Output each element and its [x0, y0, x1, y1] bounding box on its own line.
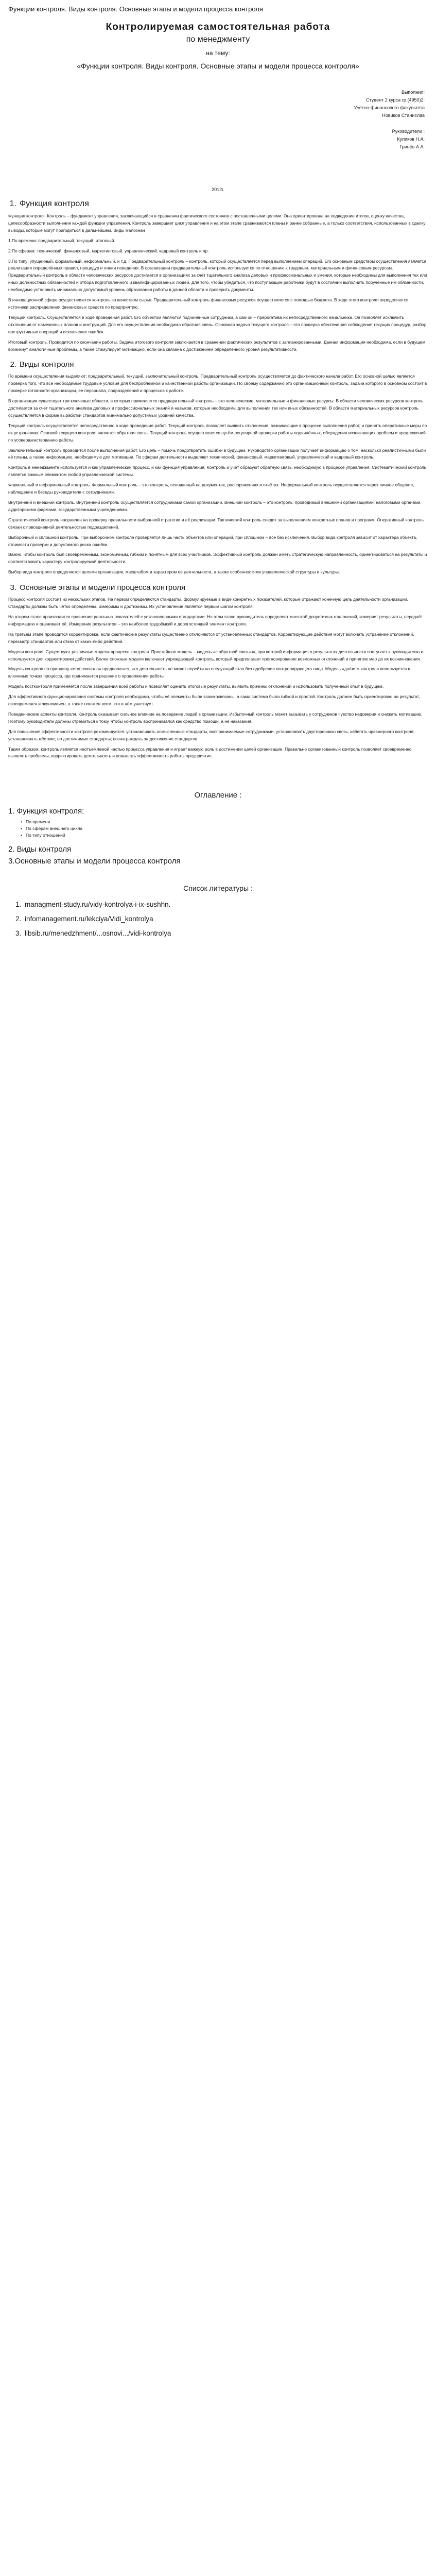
paragraph: На третьем этапе проводится корректировка, если фактические результаты существенно отклоняются от установленных стандартов. Корректирующие действия могут включать устранение отклонений, пересмотр стандартов или отказ от каких-либо действий.: [8, 631, 414, 644]
section-heading-text: Виды контроля: [20, 360, 74, 369]
subject-subtitle: по менеджменту: [186, 35, 250, 44]
paragraph: Текущий контроль. Осуществляется в ходе проведения работ. Его объектом являются подчинённые сотрудники, а сам он – прерогатива их непосредственного начальника. Он позволяет исключить отклонения от намеченных планов и инструкций. Для его осуществления необходима обратная связь. Основная задача текущего контроля – это проверка обеспечения соблюдения текущих процедур, разбор инструктивных операций и исключение ошибок.: [8, 314, 427, 334]
section-heading: [8, 583, 428, 592]
topic-title: «Функции контроля. Виды контроля. Основные этапы и модели процесса контроля»: [77, 62, 359, 70]
toc-sublist: [8, 819, 428, 839]
section-heading-text: Основные этапы и модели процесса контроля: [20, 583, 186, 592]
paragraph: Стратегический контроль направлен на проверку правильности выбранной стратегии и её реализации. Тактический контроль следит за выполнением конкретных планов и программ. Оперативный контроль связан с повседневной деятельностью подразделений.: [8, 517, 424, 530]
literature-item: [15, 912, 428, 926]
performer-line: Студент 2 курса гр.(4950)2:: [365, 97, 425, 103]
literature-number: 2.: [15, 915, 22, 923]
performer-line: Учётно-финансового факультета: [354, 105, 425, 110]
literature-text: libsib.ru/menedzhment/...osnovi.../vidi-kontrolya: [25, 929, 171, 938]
paragraph: Заключительный контроль проводится после выполнения работ. Его цель – помочь предотвратить ошибки в будущем. Руководство организации получает информацию о том, насколько реалистичными были её планы, а также информацию, необходимую для мотивации. По сферам деятельности выделяют технический, финансовый, маркетинговый, управленческий и кадровый контроль.: [8, 447, 426, 460]
toc-item: 2. Виды контроля: [8, 845, 72, 854]
literature-item: [15, 897, 428, 912]
section-number: 3.: [10, 583, 16, 592]
paragraph: Для повышения эффективности контроля рекомендуется: устанавливать осмысленные стандарты, воспринимаемые сотрудниками; устанавливать двустороннюю связь; избегать чрезмерного контроля; устанавливать жёсткие, но достижимые стандарты; вознаграждать за достижение стандартов.: [8, 728, 415, 741]
paragraph: Поведенческие аспекты контроля. Контроль оказывает сильное влияние на поведение людей в организации. Избыточный контроль может вызывать у сотрудников чувство недоверия и снижать мотивацию. Поэтому руководители должны стремиться к тому, чтобы контроль воспринимался как средство помощи, а не наказания.: [8, 711, 423, 724]
literature-list: [8, 897, 428, 941]
section-heading: [8, 360, 428, 369]
section-heading-text: Функция контроля: [20, 199, 89, 208]
toc-subitem: • По типу отношений: [21, 832, 428, 839]
year-label: 2012г.: [212, 187, 224, 192]
title-page: [8, 21, 428, 72]
work-type-title: Контролируемая самостоятельная работа: [106, 22, 330, 32]
performer-line: Выполнил:: [401, 90, 425, 95]
literature-text: managment-study.ru/vidy-kontrolya-i-ix-sushhn.: [25, 901, 171, 909]
paragraph: Контроль в менеджменте используется и как управленческий процесс, и как функция управления. Контроль и учёт образуют обратную связь, необходимую в процессе управления. Систематический контроль является важным элементом любой управленческой системы.: [8, 465, 427, 478]
section-number: 1.: [9, 199, 16, 208]
paragraph: Формальный и неформальный контроль. Формальный контроль – это контроль, основанный на документах, распоряжениях и отчётах. Неформальный контроль осуществляется через личное общение, наблюдение и беседы руководителя с сотрудниками.: [8, 482, 414, 495]
supervisor-line: Куликов Н.А.: [397, 137, 425, 142]
paragraph: Внутренний и внешний контроль. Внутренний контроль осуществляется сотрудниками самой организации. Внешний контроль – это контроль, проводимый внешними организациями: налоговыми органами, аудиторскими фирмами, государственными учреждениями.: [8, 500, 422, 512]
paragraph: Модели контроля. Существуют различные модели процесса контроля. Простейшая модель – модель «с обратной связью», при которой информация о результатах деятельности поступает к руководителю и используется для корректировки действий. Более сложные модели включают упреждающий контроль, который предполагает прогнозирование возможных отклонений и принятие мер до их возникновения.: [8, 649, 424, 662]
supervisor-line: Руководители :: [392, 129, 425, 134]
supervisor-line: Гринёв А.А.: [399, 144, 425, 149]
paragraph: 1.По времени: предварительный, текущий, итоговый.: [8, 238, 115, 243]
literature-number: 3.: [15, 929, 22, 938]
paragraph: В инновационной сфере осуществляется контроль за качеством сырья. Предварительный контроль финансовых ресурсов осуществляется с помощью бюджета. В ходе этого контроля определяются источники распределения финансовых средств по предприятию.: [8, 297, 409, 310]
literature-number: 1.: [15, 901, 22, 909]
theme-label: на тему:: [206, 49, 230, 57]
literature-item: [15, 926, 428, 941]
toc-item: 1. Функция контроля:: [8, 807, 84, 816]
performer-line: Новиков Станислав: [382, 113, 425, 118]
toc-item: 3.Основные этапы и модели процесса контроля: [8, 857, 181, 866]
paragraph: Процесс контроля состоит из нескольких этапов. На первом определяются стандарты, формулируемые в виде конкретных показателей, которые отражают конечную цель деятельности организации. Стандарты должны быть чётко определены, измеримы и достижимы. Их установление является первым шагом контроля.: [8, 597, 408, 609]
paragraph: Выборочный и сплошной контроль. При выборочном контроле проверяется лишь часть объектов или операций, при сплошном – все без исключения. Выбор вида контроля зависит от характера объекта, стоимости проверки и допустимого риска ошибки.: [8, 534, 417, 547]
paragraph: 2.По сферам: технический, финансовый, маркетинговый, управленческий, кадровый контроль и пр.: [8, 248, 209, 253]
paragraph: Модель постконтроля применяется после завершения всей работы и позволяет оценить итоговые результаты, выявить причины отклонений и использовать полученный опыт в будущем.: [8, 684, 384, 689]
paragraph: На втором этапе производится сравнение реальных показателей с установленными стандартами. На этом этапе руководитель определяет масштаб допустимых отклонений, измеряет результаты, передаёт информацию и оценивает её. Измерение результатов – это наиболее трудоёмкий и дорогостоящий элемент контроля.: [8, 614, 423, 626]
section-heading: [8, 199, 428, 209]
literature-title: Список литературы :: [183, 884, 253, 893]
paragraph: По времени осуществления выделяют: предварительный, текущий, заключительный контроль. Предварительный контроль осуществляется до фактического начала работ. Его основной целью является проверка того, что все необходимые трудовые условия для беспроблемной и качественной работы организации. По своему содержанию это организационный контроль, задача которого в основном состоит в проверке готовности организации, ее персонала, подразделений и процессов к работе.: [8, 374, 427, 394]
paragraph: Выбор вида контроля определяется целями организации, масштабом и характером её деятельности, а также особенностями управленческой структуры и культуры.: [8, 569, 340, 575]
toc-title: Оглавление :: [194, 791, 242, 800]
document-page: [8, 0, 428, 956]
paragraph: Таким образом, контроль является неотъемлемой частью процесса управления и играет важную роль в достижении целей организации. Правильно организованный контроль позволяет своевременно выявлять проблемы, корректировать деятельность и повышать эффективность работы предприятия.: [8, 746, 412, 759]
paragraph: Текущий контроль осуществляется непосредственно в ходе проведения работ. Текущий контроль позволяет выявить отклонения, возникающие в процессе выполнения работ, и принять оперативные меры по их устранению. Основой текущего контроля является обратная связь. Текущий контроль осуществляется путём регулярной проверки работы подчинённых, обсуждения возникающих проблем и предложений по усовершенствованию работы.: [8, 422, 427, 443]
toc-subitem: • По сферам внешнего цикла: [21, 825, 428, 832]
paragraph: Итоговый контроль. Проводится по окончании работы. Задача итогового контроля заключается в сравнении фактических результатов с запланированными. Данная информация необходима, если в будущем возникнут аналогичные проблемы, а также стимулирует мотивацию, если она связана с достижением определённого уровня результативности.: [8, 339, 426, 352]
paragraph: Важно, чтобы контроль был своевременным, экономичным, гибким и понятным для всех участников. Эффективный контроль должен иметь стратегическую направленность, ориентироваться на результаты и соответствовать характеру контролируемой деятельности.: [8, 552, 427, 565]
paragraph: В организации существует три ключевые области, в которых применяется предварительный контроль – это человеческие, материальные и финансовые ресурсы. В области человеческих ресурсов контроль достигается за счёт тщательного анализа деловых и профессиональных знаний и навыков, которые необходимы для выполнения тех или иных обязанностей. В области материальных ресурсов контроль осуществляется в форме выработки стандартов минимально допустимых уровней качества.: [8, 398, 424, 418]
paragraph: 3.По типу: упущенный, формальный, неформальный, и т.д. Предварительный контроль – контроль, который осуществляется перед выполнением операций. Его основным средством осуществления является реализация определённых правил, процедур и линии поведения. В организации предварительный контроль используется по отношению к трудовым, материальным и финансовым ресурсам. Предварительный контроль в области человеческих ресурсов достигается в организациях за счёт тщательного анализа деловых и профессиональных и умения, которые необходимы для выполнения тех или иных должностных обязанностей и отбора подготовленного и квалифицированных людей. Для того, чтобы убедиться, что поступающие работники будут в состоянии выполнить порученные им обязанности, необходимо установить минимально допустимый уровень образования работы в данной области и проверить документы.: [8, 258, 427, 293]
performer-block: [8, 89, 428, 151]
paragraph: Модель контроля по принципу «стоп-сигнала» предполагает, что деятельность не может перейти на следующий этап без одобрения контролирующего лица. Модель «да/нет» контроля используется в ключевых точках процесса, где принимается решение о продолжении работы.: [8, 666, 410, 679]
toc-subitem: • По времени: [21, 819, 428, 825]
literature-text: infomanagement.ru/lekciya/Vidi_kontrolya: [25, 915, 153, 923]
paragraph: Для эффективного функционирования системы контроля необходимо, чтобы её элементы были взаимосвязаны, а сама система была гибкой и простой. Контроль должен быть ориентирован на результат, своевременен и экономичен, а также понятен всем, кто в нём участвует.: [8, 694, 420, 707]
document-header-title: Функции контроля. Виды контроля. Основные этапы и модели процесса контроля: [8, 5, 263, 13]
paragraph: Функция контроля. Контроль – фундамент управления, заключающийся в сравнении фактического состояния с поставленными целями. Она ориентирована на подведение итогов, оценку качества, целесообразности выполнения каждой функции управления. Контроль завершает цикл управления и на этом этапе сравниваются планы и ранее собранные, а только соответствия, использованных в сделку выводы, которые могут пригодиться в дальнейшем. Виды малознан: [8, 213, 426, 233]
section-number: 2.: [10, 360, 16, 369]
